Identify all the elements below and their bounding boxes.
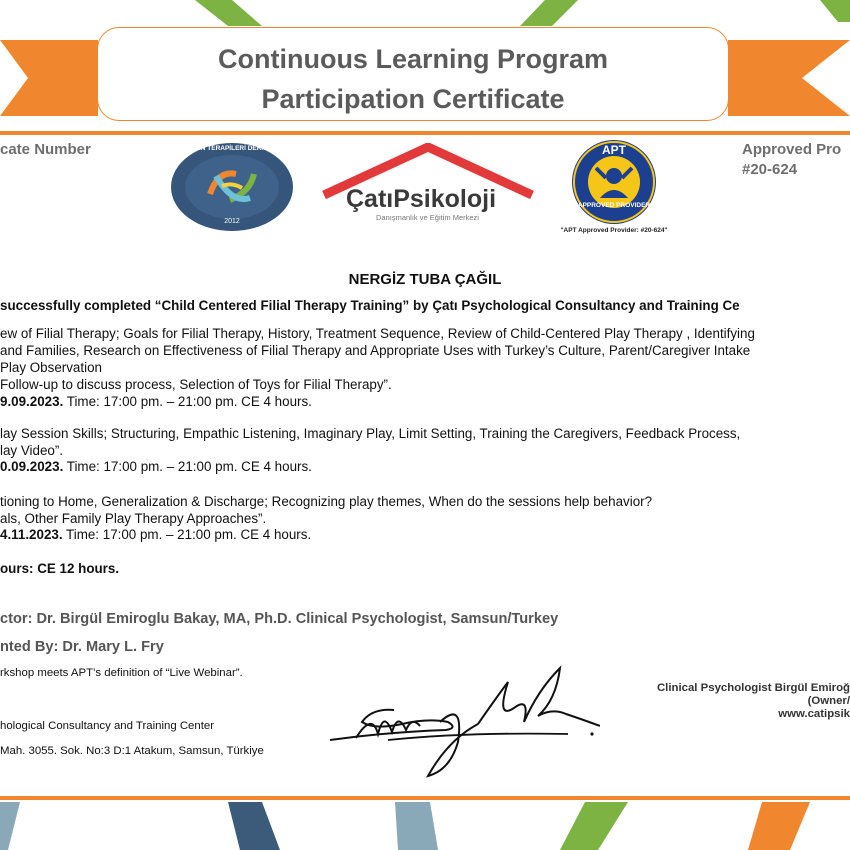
- session1-line3: Play Observation: [0, 360, 102, 375]
- session2-time: Time: 17:00 pm. – 21:00 pm. CE 4 hours.: [63, 459, 312, 474]
- session1-date-line: [0, 394, 312, 409]
- session3-line1: tioning to Home, Generalization & Discharge; Recognizing play themes, When do the sessions help behavior?: [0, 494, 653, 509]
- owner-name: Clinical Psychologist Birgül Emiroğ: [656, 682, 850, 694]
- session1-line1: ew of Filial Therapy; Goals for Filial Therapy, History, Treatment Sequence, Review of Child-Centered Play Therapy , Identifying: [0, 326, 755, 341]
- session2-line2: lay Video”.: [0, 443, 64, 458]
- footer-address: Mah. 3055. Sok. No:3 D:1 Atakum, Samsun, Türkiye: [0, 745, 264, 757]
- session1-line4: Follow-up to discuss process, Selection of Toys for Filial Therapy”.: [0, 377, 392, 392]
- apt-approved-provider-seal: APT APPROVED PROVIDER "APT Approved Provider: #20-624": [552, 138, 682, 238]
- granted-by-line: nted By: Dr. Mary L. Fry: [0, 639, 164, 655]
- workshop-note: rkshop meets APT’s definition of “Live Webinar”.: [0, 667, 243, 679]
- recipient-name: NERGİZ TUBA ÇAĞIL: [348, 271, 502, 288]
- session2-line1: lay Session Skills; Structuring, Empathic Listening, Imaginary Play, Limit Setting, Training the Caregivers, Feedback Process,: [0, 426, 741, 441]
- certificate-number-label: cate Number: [0, 141, 91, 158]
- session3-time: Time: 17:00 pm. – 21:00 pm. CE 4 hours.: [62, 527, 312, 542]
- owner-title: (Owner/: [807, 695, 850, 707]
- website-link[interactable]: www.catipsik: [778, 708, 850, 720]
- approved-provider-number: #20-624: [742, 161, 798, 178]
- apt-caption: "APT Approved Provider: #20-624": [560, 227, 668, 234]
- handwritten-signature: [328, 660, 600, 782]
- session1-time: Time: 17:00 pm. – 21:00 pm. CE 4 hours.: [63, 394, 312, 409]
- cati-psikoloji-logo: ÇatıPsikoloji Danışmanlık ve Eğitim Merkezi: [318, 143, 538, 231]
- instructor-line: ctor: Dr. Birgül Emiroglu Bakay, MA, Ph.D. Clinical Psychologist, Samsun/Turkey: [0, 611, 559, 627]
- certificate-subtitle: Participation Certificate: [261, 84, 565, 114]
- certificate-title: Continuous Learning Program: [217, 44, 608, 74]
- association-logo: OYUN TERAPİLERİ DERNEĞİ 2012: [170, 142, 294, 232]
- title-box: [97, 27, 729, 121]
- completion-statement: successfully completed “Child Centered Filial Therapy Training” by Çatı Psychological Consultancy and Training Ce: [0, 298, 740, 313]
- total-hours: ours: CE 12 hours.: [0, 561, 120, 576]
- session1-line2: and Families, Research on Effectiveness of Filial Therapy and Appropriate Uses with Turkey’s Culture, Parent/Caregiver Intake: [0, 343, 751, 358]
- session3-line2: als, Other Family Play Therapy Approaches”.: [0, 511, 267, 526]
- session3-date-line: [0, 527, 311, 542]
- footer-organization: hological Consultancy and Training Center: [0, 720, 215, 732]
- session3-date: 4.11.2023.: [0, 527, 63, 542]
- session2-date-line: [0, 459, 312, 474]
- approved-provider-label: Approved Pro: [742, 141, 842, 158]
- session1-date: 9.09.2023.: [0, 394, 64, 409]
- session2-date: 0.09.2023.: [0, 459, 64, 474]
